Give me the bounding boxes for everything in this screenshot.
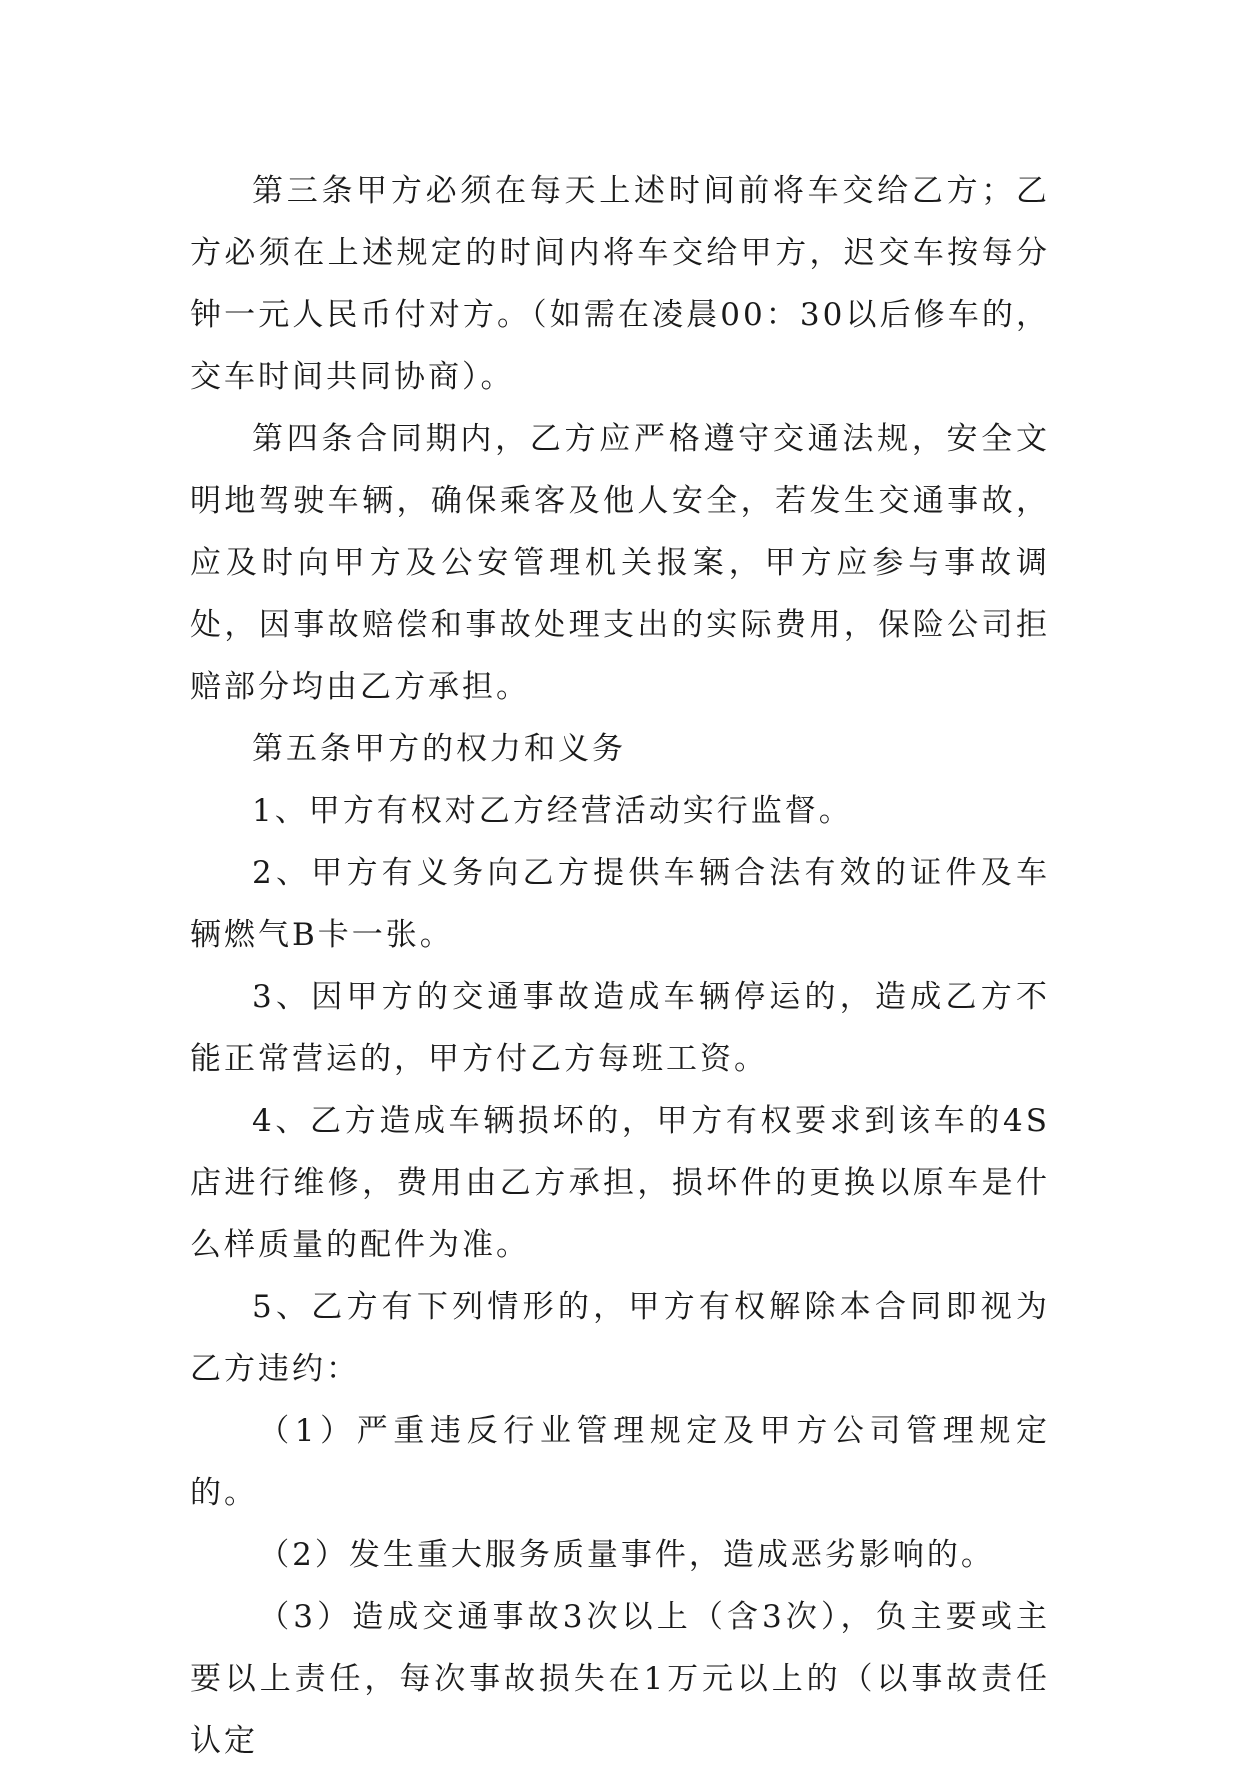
document-body <box>190 160 1050 1772</box>
paragraph-article-4: 第四条合同期内，乙方应严格遵守交通法规，安全文明地驾驶车辆，确保乘客及他人安全，若发生交通事故，应及时向甲方及公安管理机关报案，甲方应参与事故调处，因事故赔偿和事故处理支出的实际费用，保险公司拒赔部分均由乙方承担。 <box>190 421 1050 705</box>
sub-item-3: （3）造成交通事故3次以上（含3次），负主要或主要以上责任，每次事故损失在1万元以上的（以事故责任认定 <box>190 1599 1050 1759</box>
paragraph-article-5-heading: 第五条甲方的权力和义务 <box>252 731 626 767</box>
sub-item-1: （1）严重违反行业管理规定及甲方公司管理规定的。 <box>190 1413 1050 1511</box>
sub-item-2: （2）发生重大服务质量事件，造成恶劣影响的。 <box>258 1537 995 1573</box>
paragraph-article-3: 第三条甲方必须在每天上述时间前将车交给乙方；乙方必须在上述规定的时间内将车交给甲方，迟交车按每分钟一元人民币付对方。（如需在凌晨00：30以后修车的，交车时间共同协商）。 <box>190 173 1050 395</box>
list-item-1: 1、甲方有权对乙方经营活动实行监督。 <box>252 793 853 829</box>
list-item-4: 4、乙方造成车辆损坏的，甲方有权要求到该车的4S店进行维修，费用由乙方承担，损坏件的更换以原车是什么样质量的配件为准。 <box>190 1103 1050 1263</box>
list-item-2: 2、甲方有义务向乙方提供车辆合法有效的证件及车辆燃气B卡一张。 <box>190 855 1050 953</box>
list-item-3: 3、因甲方的交通事故造成车辆停运的，造成乙方不能正常营运的，甲方付乙方每班工资。 <box>190 979 1050 1077</box>
list-item-5: 5、乙方有下列情形的，甲方有权解除本合同即视为乙方违约： <box>190 1289 1050 1387</box>
